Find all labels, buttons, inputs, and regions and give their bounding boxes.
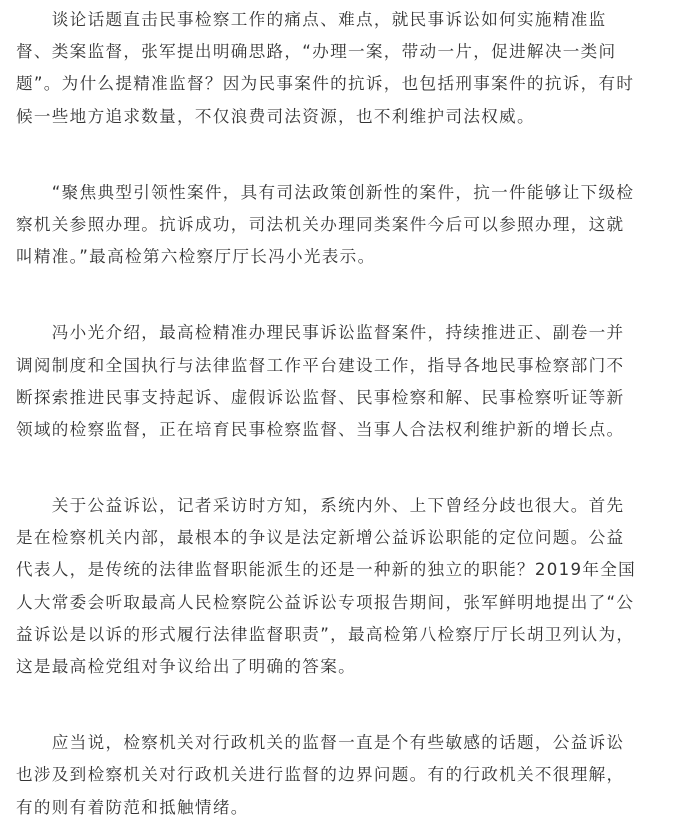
- text-line: 也涉及到检察机关对行政机关进行监督的边界问题。有的行政机关不很理解，: [16, 765, 625, 785]
- text-line: 冯小光介绍，最高检精准办理民事诉讼监督案件，持续推进正、副卷一并: [16, 323, 625, 343]
- text-line: 题”。为什么提精准监督？因为民事案件的抗诉，也包括刑事案件的抗诉，有时: [16, 74, 635, 94]
- paragraph-2: [16, 177, 697, 274]
- paragraph-5: [16, 727, 697, 824]
- paragraph-3: [16, 317, 697, 446]
- text-line: 是在检察机关内部，最根本的争议是法定新增公益诉讼职能的定位问题。公益: [16, 528, 625, 548]
- text-line: 督、类案监督，张军提出明确思路，“办理一案，带动一片，促进解决一类问: [16, 42, 617, 62]
- text-line: 应当说，检察机关对行政机关的监督一直是个有些敏感的话题，公益诉讼: [16, 733, 625, 753]
- text-line: 关于公益诉讼，记者采访时方知，系统内外、上下曾经分歧也很大。首先: [16, 496, 625, 516]
- paragraph-4: [16, 490, 697, 683]
- text-line: 人大常委会听取最高人民检察院公益诉讼专项报告期间，张军鲜明地提出了“公: [16, 592, 635, 612]
- text-line: 叫精准。”最高检第六检察厅厅长冯小光表示。: [16, 247, 376, 267]
- paragraph-1: [16, 4, 697, 133]
- text-line: 益诉讼是以诉的形式履行法律监督职责”，最高检第八检察厅厅长胡卫列认为，: [16, 624, 635, 644]
- text-line: 有的则有着防范和抵触情绪。: [16, 797, 249, 817]
- text-line: 领域的检察监督，正在培育民事检察监督、当事人合法权利维护新的增长点。: [16, 419, 625, 439]
- text-line: “聚焦典型引领性案件，具有司法政策创新性的案件，抗一件能够让下级检: [16, 182, 635, 202]
- text-line: 察机关参照办理。抗诉成功，司法机关办理同类案件今后可以参照办理，这就: [16, 214, 625, 234]
- text-line: 调阅制度和全国执行与法律监督工作平台建设工作，指导各地民事检察部门不: [16, 355, 625, 375]
- text-line: 代表人，是传统的法律监督职能派生的还是一种新的独立的职能？2019年全国: [16, 560, 637, 580]
- text-line: 谈论话题直击民事检察工作的痛点、难点，就民事诉讼如何实施精准监: [16, 10, 607, 29]
- text-line: 断探索推进民事支持起诉、虚假诉讼监督、民事检察和解、民事检察听证等新: [16, 387, 625, 407]
- text-line: 这是最高检党组对争议给出了明确的答案。: [16, 657, 356, 676]
- text-line: 候一些地方追求数量，不仅浪费司法资源，也不利维护司法权威。: [16, 106, 535, 126]
